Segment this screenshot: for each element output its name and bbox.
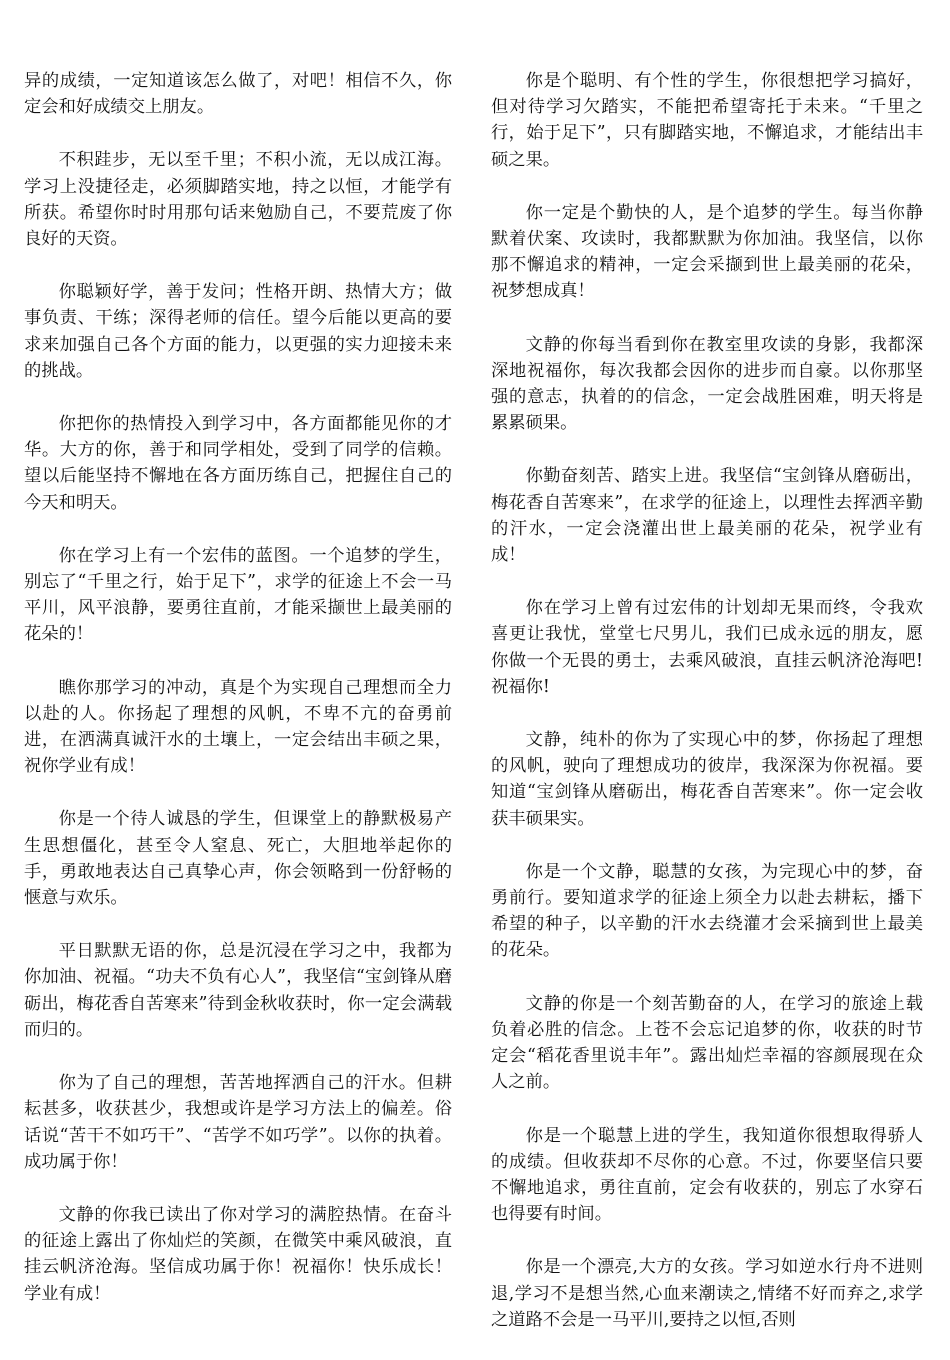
- comment-paragraph: 异的成绩，一定知道该怎么做了，对吧！相信不久，你定会和好成绩交上朋友。: [24, 71, 452, 118]
- comment-paragraph: 瞧你那学习的冲动，真是个为实现自己理想而全力以赴的人。你扬起了理想的风帆，不卑不亢的奋勇前进，在洒满真诚汗水的土壤上，一定会结出丰硕之果，祝你学业有成！: [24, 677, 452, 777]
- comment-paragraph: 你把你的热情投入到学习中，各方面都能见你的才华。大方的你，善于和同学相处，受到了同学的信赖。望以后能坚持不懈地在各方面历练自己，把握住自己的今天和明天。: [24, 414, 452, 513]
- comment-paragraph: 你一定是个勤快的人，是个追梦的学生。每当你静默着伏案、攻读时，我都默默为你加油。我坚信，以你那不懈追求的精神，一定会采撷到世上最美丽的花朵，祝梦想成真！: [491, 202, 923, 302]
- right-column: [491, 68, 923, 1360]
- comment-paragraph: 你聪颖好学，善于发问；性格开朗、热情大方；做事负责、干练；深得老师的信任。望今后能以更高的要求来加强自己各个方面的能力，以更强的实力迎接未来的挑战。: [24, 282, 452, 381]
- comment-paragraph: 你是一个漂亮,大方的女孩。学习如逆水行舟不进则退,学习不是想当然,心血来潮读之,情绪不好而弃之,求学之道路不会是一马平川,要持之以恒,否则: [491, 1257, 923, 1330]
- comment-paragraph: 你在学习上曾有过宏伟的计划却无果而终，令我欢喜更让我忧，堂堂七尺男儿，我们已成永远的朋友，愿你做一个无畏的勇士，去乘风破浪，直挂云帆济沧海吧!祝福你!: [491, 598, 923, 697]
- comment-paragraph: 文静的你是一个刻苦勤奋的人，在学习的旅途上载负着必胜的信念。上苍不会忘记追梦的你，收获的时节定会“稻花香里说丰年”。露出灿烂幸福的容颜展现在众人之前。: [491, 993, 923, 1093]
- comment-paragraph: 平日默默无语的你，总是沉浸在学习之中，我都为你加油、祝福。“功夫不负有心人”，我坚信“宝剑锋从磨砺出，梅花香自苦寒来”待到金秋收获时，你一定会满载而归的。: [24, 941, 452, 1040]
- comment-paragraph: 你为了自己的理想，苦苦地挥洒自己的汗水。但耕耘甚多，收获甚少，我想或许是学习方法上的偏差。俗话说“苦干不如巧干”、“苦学不如巧学”。以你的执着。成功属于你！: [24, 1073, 452, 1172]
- comment-paragraph: 你是一个文静，聪慧的女孩，为完现心中的梦，奋勇前行。要知道求学的征途上须全力以赴去耕耘，播下希望的种子，以辛勤的汗水去绕灌才会采摘到世上最美的花朵。: [491, 861, 923, 961]
- comment-paragraph: 文静，纯朴的你为了实现心中的梦，你扬起了理想的风帆，驶向了理想成功的彼岸，我深深为你祝福。要知道“宝剑锋从磨砺出，梅花香自苦寒来”。你一定会收获丰硕果实。: [491, 730, 923, 829]
- comment-paragraph: 你勤奋刻苦、踏实上进。我坚信“宝剑锋从磨砺出，梅花香自苦寒来”，在求学的征途上，以理性去挥洒辛勤的汗水，一定会浇灌出世上最美丽的花朵，祝学业有成！: [491, 466, 923, 566]
- comment-paragraph: 文静的你我已读出了你对学习的满腔热情。在奋斗的征途上露出了你灿烂的笑颜，在微笑中乘风破浪，直挂云帆济沧海。坚信成功属于你！祝福你！快乐成长！学业有成！: [24, 1204, 452, 1304]
- comment-paragraph: 你是一个聪慧上进的学生，我知道你很想取得骄人的成绩。但收获却不尽你的心意。不过，你要坚信只要不懈地追求，勇往直前，定会有收获的，别忘了水穿石也得要有时间。: [491, 1125, 923, 1225]
- comment-paragraph: 你在学习上有一个宏伟的蓝图。一个追梦的学生，别忘了“千里之行，始于足下”，求学的征途上不会一马平川，风平浪静，要勇往直前，才能采撷世上最美丽的花朵的！: [24, 545, 452, 645]
- left-column: [24, 68, 452, 1334]
- comment-paragraph: 你是个聪明、有个性的学生，你很想把学习搞好，但对待学习欠踏实，不能把希望寄托于未来。“千里之行，始于足下”，只有脚踏实地，不懈追求，才能结出丰硕之果。: [491, 71, 923, 170]
- comment-paragraph: 你是一个待人诚恳的学生，但课堂上的静默极易产生思想僵化，甚至令人窒息、死亡，大胆地举起你的手，勇敢地表达自己真挚心声，你会领略到一份舒畅的惬意与欢乐。: [24, 809, 452, 909]
- comment-paragraph: 不积跬步，无以至千里；不积小流，无以成江海。学习上没捷径走，必须脚踏实地，持之以恒，才能学有所获。希望你时时用那句话来勉励自己，不要荒废了你良好的天资。: [24, 150, 452, 250]
- comment-paragraph: 文静的你每当看到你在教室里攻读的身影，我都深深地祝福你，每次我都会因你的进步而自豪。以你那坚强的意志，执着的的信念，一定会战胜困难，明天将是累累硕果。: [491, 334, 923, 434]
